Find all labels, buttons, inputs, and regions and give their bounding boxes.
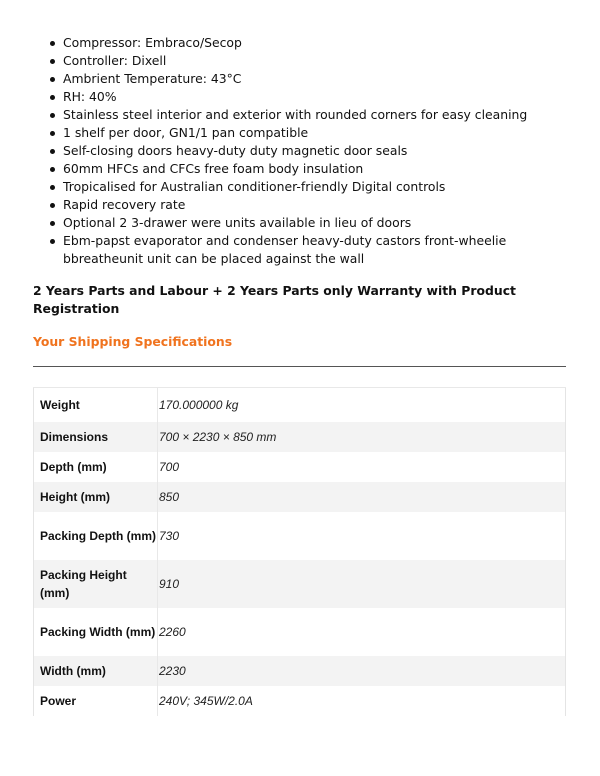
feature-item: Tropicalised for Australian conditioner-friendly Digital controls [48, 178, 578, 196]
warranty-statement: 2 Years Parts and Labour + 2 Years Parts only Warranty with Product Registration [33, 283, 516, 316]
feature-item: Controller: Dixell [48, 52, 578, 70]
feature-item: Stainless steel interior and exterior with rounded corners for easy cleaning [48, 106, 578, 124]
table-row [34, 560, 566, 608]
shipping-specs-table [33, 387, 566, 716]
feature-list [48, 34, 578, 268]
spec-label: Packing Width (mm) [34, 608, 158, 656]
spec-value: 730 [159, 528, 180, 543]
table-row [34, 656, 566, 686]
spec-label: Depth (mm) [34, 452, 158, 482]
table-row [34, 422, 566, 452]
spec-value: 240V; 345W/2.0A [159, 693, 253, 708]
feature-item: Optional 2 3-drawer were units available in lieu of doors [48, 214, 578, 232]
spec-label: Power [34, 686, 158, 716]
spec-value: 850 [158, 482, 566, 512]
spec-label: Dimensions [34, 422, 158, 452]
table-row [34, 482, 566, 512]
section-divider [33, 366, 566, 367]
table-row [34, 452, 566, 482]
spec-label: Height (mm) [34, 482, 158, 512]
spec-value: 700 [159, 459, 180, 474]
feature-item: Self-closing doors heavy-duty duty magnetic door seals [48, 142, 578, 160]
feature-item: Ebm-papst evaporator and condenser heavy-duty castors front-wheelie bbreatheunit unit can be placed against the wall [48, 232, 578, 268]
spec-label: Packing Depth (mm) [34, 512, 158, 560]
spec-value: 2230 [158, 656, 566, 686]
spec-value: 910 [158, 560, 566, 608]
feature-item: 60mm HFCs and CFCs free foam body insulation [48, 160, 578, 178]
table-row [34, 686, 566, 716]
feature-item: Ambrient Temperature: 43°C [48, 70, 578, 88]
table-row [34, 512, 566, 560]
table-row [34, 608, 566, 656]
spec-label: Weight [34, 388, 158, 422]
spec-value: 2260 [159, 624, 186, 639]
spec-label: Width (mm) [34, 656, 158, 686]
shipping-specs-heading: Your Shipping Specifications [33, 334, 233, 349]
spec-value: 700 × 2230 × 850 mm [158, 422, 566, 452]
feature-item: 1 shelf per door, GN1/1 pan compatible [48, 124, 578, 142]
spec-label: Packing Height (mm) [34, 560, 158, 608]
spec-value: 170.000000 kg [158, 388, 566, 422]
table-row [34, 388, 566, 422]
feature-item: Rapid recovery rate [48, 196, 578, 214]
feature-item: RH: 40% [48, 88, 578, 106]
feature-item: Compressor: Embraco/Secop [48, 34, 578, 52]
